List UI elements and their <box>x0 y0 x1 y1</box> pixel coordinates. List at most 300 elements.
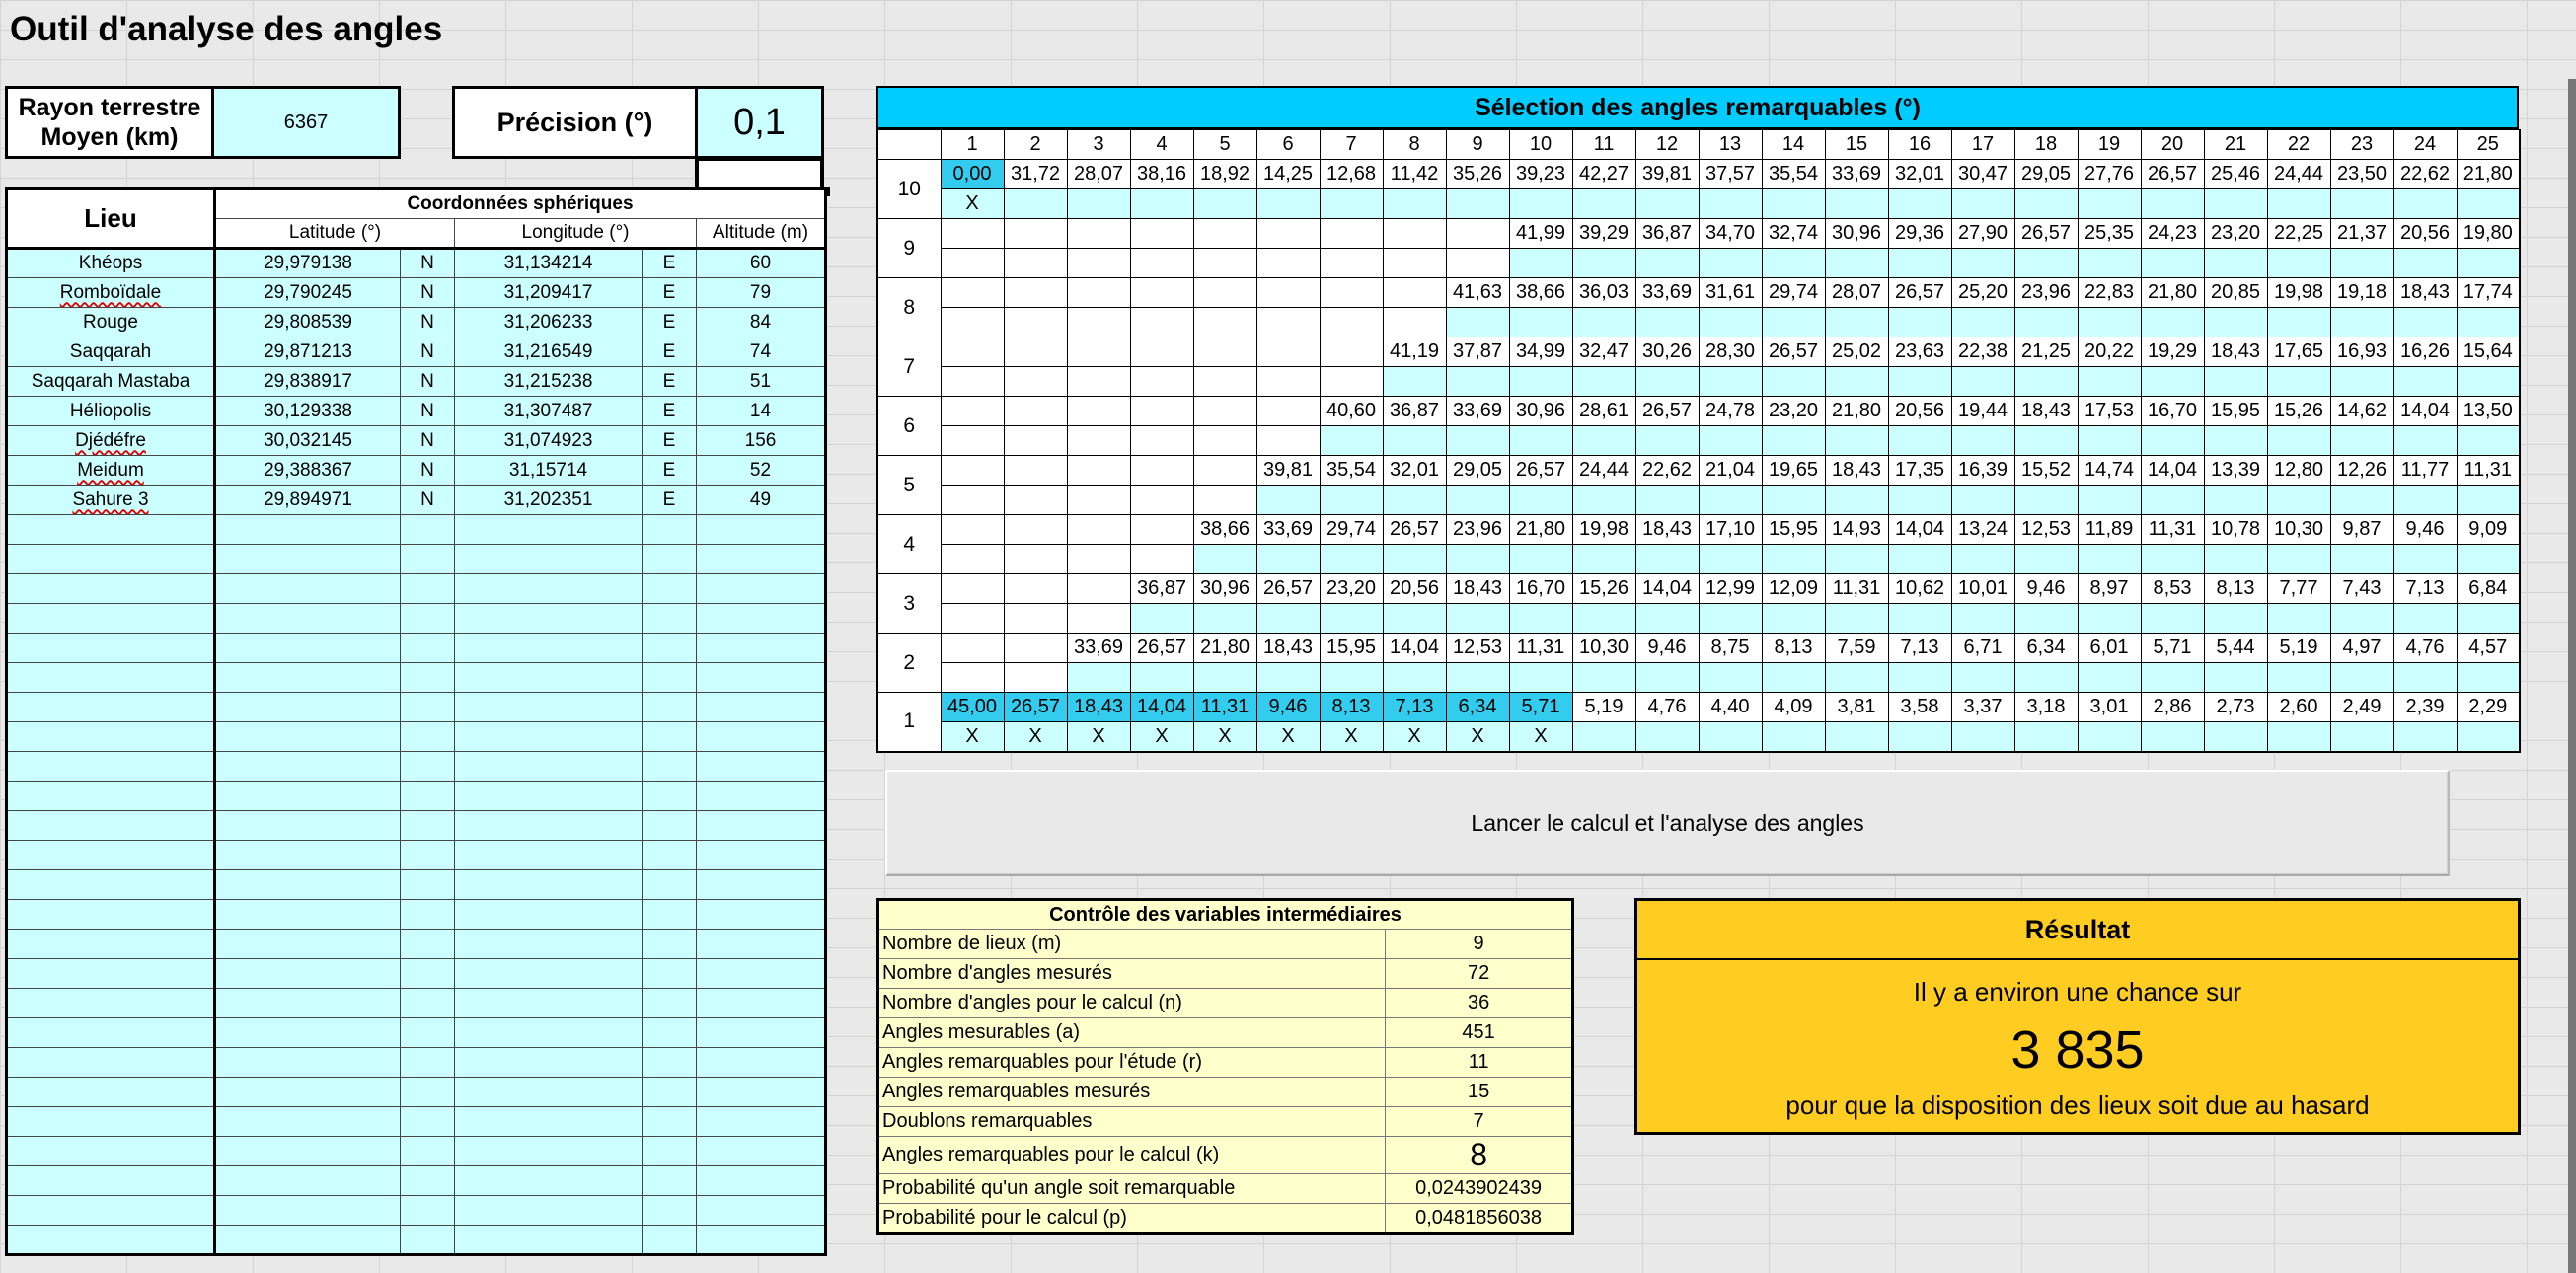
grid-empty-cell[interactable] <box>1004 249 1067 278</box>
grid-empty-cell[interactable] <box>1067 456 1130 486</box>
angle-select-cell[interactable] <box>1635 367 1699 397</box>
grid-empty-cell[interactable] <box>1256 219 1320 249</box>
empty-cell[interactable] <box>643 722 697 752</box>
empty-cell[interactable] <box>401 782 455 811</box>
angle-value-cell[interactable]: 22,25 <box>2267 219 2330 249</box>
angle-select-cell[interactable] <box>1699 426 1762 456</box>
angle-select-cell[interactable] <box>1888 486 1951 515</box>
grid-empty-cell[interactable] <box>1067 219 1130 249</box>
empty-cell[interactable] <box>7 782 215 811</box>
angle-value-cell[interactable]: 14,04 <box>1635 574 1699 604</box>
angle-value-cell[interactable]: 19,98 <box>1572 515 1635 545</box>
angle-select-cell[interactable] <box>2078 722 2141 752</box>
empty-cell[interactable] <box>401 752 455 782</box>
angle-value-cell[interactable]: 18,43 <box>1446 574 1509 604</box>
cell-lieu[interactable] <box>7 426 215 456</box>
empty-cell[interactable] <box>643 1137 697 1166</box>
empty-cell[interactable] <box>697 1166 826 1196</box>
empty-cell[interactable] <box>697 1226 826 1255</box>
cell-ns[interactable]: N <box>401 249 455 278</box>
grid-empty-cell[interactable] <box>1004 367 1067 397</box>
angle-value-cell[interactable]: 9,87 <box>2330 515 2393 545</box>
grid-empty-cell[interactable] <box>1193 219 1256 249</box>
angle-select-cell[interactable] <box>1383 604 1446 634</box>
angle-select-cell[interactable] <box>1256 663 1320 693</box>
angle-value-cell[interactable]: 8,53 <box>2141 574 2204 604</box>
angle-select-cell[interactable] <box>1509 426 1572 456</box>
empty-cell[interactable] <box>697 634 826 663</box>
angle-value-cell[interactable]: 26,57 <box>1130 634 1193 663</box>
empty-cell[interactable] <box>643 1018 697 1048</box>
angle-select-cell[interactable] <box>2457 722 2520 752</box>
empty-cell[interactable] <box>455 752 643 782</box>
empty-cell[interactable] <box>455 693 643 722</box>
angle-value-cell[interactable]: 26,57 <box>1888 278 1951 308</box>
angle-value-cell[interactable]: 18,43 <box>2393 278 2457 308</box>
empty-cell[interactable] <box>455 1226 643 1255</box>
angle-select-cell[interactable] <box>1383 426 1446 456</box>
angle-select-cell[interactable] <box>1509 189 1572 219</box>
grid-empty-cell[interactable] <box>1067 515 1130 545</box>
angle-value-cell[interactable]: 14,04 <box>1130 693 1193 722</box>
cell-alt[interactable]: 74 <box>697 337 826 367</box>
angle-value-cell[interactable]: 35,54 <box>1762 160 1825 189</box>
angle-value-cell[interactable]: 16,26 <box>2393 337 2457 367</box>
angle-value-cell[interactable]: 33,69 <box>1067 634 1130 663</box>
cell-lieu[interactable]: Saqqarah <box>7 337 215 367</box>
empty-cell[interactable] <box>697 782 826 811</box>
grid-empty-cell[interactable] <box>1320 308 1383 337</box>
angle-select-cell[interactable] <box>2014 663 2078 693</box>
angle-value-cell[interactable]: 39,81 <box>1635 160 1699 189</box>
angle-select-cell[interactable] <box>2141 545 2204 574</box>
angle-value-cell[interactable]: 21,80 <box>1825 397 1888 426</box>
empty-cell[interactable] <box>697 663 826 693</box>
angle-select-cell[interactable] <box>1951 604 2014 634</box>
angle-select-cell[interactable] <box>2204 604 2267 634</box>
angle-select-cell[interactable]: X <box>941 722 1004 752</box>
empty-cell[interactable] <box>215 1048 401 1078</box>
empty-cell[interactable] <box>643 841 697 870</box>
angle-value-cell[interactable]: 20,22 <box>2078 337 2141 367</box>
cell-alt[interactable]: 49 <box>697 486 826 515</box>
grid-empty-cell[interactable] <box>941 397 1004 426</box>
angle-value-cell[interactable]: 9,46 <box>2393 515 2457 545</box>
angle-value-cell[interactable]: 34,99 <box>1509 337 1572 367</box>
grid-empty-cell[interactable] <box>1130 337 1193 367</box>
angle-value-cell[interactable]: 15,64 <box>2457 337 2520 367</box>
grid-empty-cell[interactable] <box>1004 456 1067 486</box>
empty-cell[interactable] <box>7 1048 215 1078</box>
angle-value-cell[interactable]: 3,81 <box>1825 693 1888 722</box>
grid-empty-cell[interactable] <box>1004 545 1067 574</box>
angle-value-cell[interactable]: 14,04 <box>2393 397 2457 426</box>
empty-cell[interactable] <box>215 634 401 663</box>
grid-empty-cell[interactable] <box>1067 278 1130 308</box>
angle-value-cell[interactable]: 21,80 <box>1193 634 1256 663</box>
empty-cell[interactable] <box>455 604 643 634</box>
angle-value-cell[interactable]: 8,13 <box>2204 574 2267 604</box>
cell-ew[interactable]: E <box>643 426 697 456</box>
grid-empty-cell[interactable] <box>1193 337 1256 367</box>
empty-cell[interactable] <box>643 1166 697 1196</box>
angle-value-cell[interactable]: 28,07 <box>1825 278 1888 308</box>
angle-value-cell[interactable]: 38,16 <box>1130 160 1193 189</box>
angle-value-cell[interactable]: 5,19 <box>2267 634 2330 663</box>
grid-empty-cell[interactable] <box>1067 545 1130 574</box>
empty-cell[interactable] <box>455 1166 643 1196</box>
angle-select-cell[interactable] <box>1509 308 1572 337</box>
grid-empty-cell[interactable] <box>1067 308 1130 337</box>
angle-select-cell[interactable] <box>1193 663 1256 693</box>
grid-empty-cell[interactable] <box>1193 456 1256 486</box>
angle-select-cell[interactable] <box>1446 308 1509 337</box>
angle-select-cell[interactable] <box>1699 722 1762 752</box>
angle-value-cell[interactable]: 12,53 <box>1446 634 1509 663</box>
empty-cell[interactable] <box>401 1048 455 1078</box>
empty-cell[interactable] <box>643 752 697 782</box>
empty-cell[interactable] <box>643 1048 697 1078</box>
angle-value-cell[interactable]: 8,97 <box>2078 574 2141 604</box>
angle-value-cell[interactable]: 37,57 <box>1699 160 1762 189</box>
angle-select-cell[interactable] <box>1446 663 1509 693</box>
empty-cell[interactable] <box>7 1137 215 1166</box>
angle-select-cell[interactable] <box>1951 308 2014 337</box>
empty-cell[interactable] <box>7 870 215 900</box>
angle-value-cell[interactable]: 6,01 <box>2078 634 2141 663</box>
angle-value-cell[interactable]: 11,31 <box>1193 693 1256 722</box>
angle-select-cell[interactable] <box>1951 189 2014 219</box>
angle-select-cell[interactable] <box>1446 604 1509 634</box>
cell-lon[interactable]: 31,307487 <box>455 397 643 426</box>
angle-value-cell[interactable]: 8,13 <box>1762 634 1825 663</box>
empty-cell[interactable] <box>697 574 826 604</box>
cell-alt[interactable]: 51 <box>697 367 826 397</box>
angle-select-cell[interactable] <box>2014 308 2078 337</box>
empty-cell[interactable] <box>401 811 455 841</box>
angle-value-cell[interactable]: 12,26 <box>2330 456 2393 486</box>
angle-select-cell[interactable] <box>2330 189 2393 219</box>
angle-select-cell[interactable] <box>1383 189 1446 219</box>
cell-ns[interactable]: N <box>401 486 455 515</box>
angle-select-cell[interactable] <box>1699 663 1762 693</box>
angle-select-cell[interactable] <box>2204 426 2267 456</box>
empty-cell[interactable] <box>215 1078 401 1107</box>
empty-cell[interactable] <box>455 1018 643 1048</box>
grid-empty-cell[interactable] <box>1130 219 1193 249</box>
angle-value-cell[interactable]: 20,56 <box>2393 219 2457 249</box>
angle-value-cell[interactable]: 9,46 <box>1635 634 1699 663</box>
cell-ns[interactable]: N <box>401 308 455 337</box>
empty-cell[interactable] <box>643 634 697 663</box>
cell-lat[interactable]: 29,979138 <box>215 249 401 278</box>
angle-select-cell[interactable] <box>2457 663 2520 693</box>
angle-value-cell[interactable]: 14,04 <box>2141 456 2204 486</box>
empty-cell[interactable] <box>215 545 401 574</box>
cell-lat[interactable]: 30,129338 <box>215 397 401 426</box>
angle-value-cell[interactable]: 24,44 <box>2267 160 2330 189</box>
empty-cell[interactable] <box>401 515 455 545</box>
angle-select-cell[interactable] <box>2141 367 2204 397</box>
angle-select-cell[interactable] <box>2457 604 2520 634</box>
angle-value-cell[interactable]: 17,35 <box>1888 456 1951 486</box>
angle-value-cell[interactable]: 22,62 <box>2393 160 2457 189</box>
angle-select-cell[interactable] <box>1825 545 1888 574</box>
grid-empty-cell[interactable] <box>1320 337 1383 367</box>
angle-select-cell[interactable] <box>1256 486 1320 515</box>
angle-select-cell[interactable] <box>1572 367 1635 397</box>
angle-value-cell[interactable]: 5,71 <box>1509 693 1572 722</box>
cell-alt[interactable]: 60 <box>697 249 826 278</box>
angle-value-cell[interactable]: 18,43 <box>1825 456 1888 486</box>
empty-cell[interactable] <box>215 574 401 604</box>
grid-empty-cell[interactable] <box>1004 426 1067 456</box>
empty-cell[interactable] <box>455 930 643 959</box>
empty-cell[interactable] <box>401 634 455 663</box>
empty-cell[interactable] <box>643 663 697 693</box>
angle-value-cell[interactable]: 33,69 <box>1825 160 1888 189</box>
angle-select-cell[interactable] <box>2078 426 2141 456</box>
angle-value-cell[interactable]: 26,57 <box>1509 456 1572 486</box>
grid-empty-cell[interactable] <box>1067 397 1130 426</box>
empty-cell[interactable] <box>697 841 826 870</box>
grid-empty-cell[interactable] <box>941 545 1004 574</box>
grid-empty-cell[interactable] <box>1004 574 1067 604</box>
angle-value-cell[interactable]: 26,57 <box>1004 693 1067 722</box>
angle-value-cell[interactable]: 10,62 <box>1888 574 1951 604</box>
rayon-value[interactable]: 6367 <box>211 86 401 159</box>
empty-cell[interactable] <box>215 870 401 900</box>
angle-value-cell[interactable]: 11,42 <box>1383 160 1446 189</box>
angle-select-cell[interactable] <box>1320 189 1383 219</box>
angle-select-cell[interactable] <box>1825 663 1888 693</box>
empty-cell[interactable] <box>215 811 401 841</box>
empty-cell[interactable] <box>643 574 697 604</box>
angle-select-cell[interactable] <box>1320 486 1383 515</box>
angle-value-cell[interactable]: 12,68 <box>1320 160 1383 189</box>
angle-select-cell[interactable] <box>2204 308 2267 337</box>
angle-value-cell[interactable]: 27,76 <box>2078 160 2141 189</box>
angle-value-cell[interactable]: 23,63 <box>1888 337 1951 367</box>
empty-cell[interactable] <box>215 1166 401 1196</box>
angle-select-cell[interactable] <box>1762 249 1825 278</box>
angle-value-cell[interactable]: 26,57 <box>1635 397 1699 426</box>
angle-value-cell[interactable]: 4,76 <box>2393 634 2457 663</box>
grid-empty-cell[interactable] <box>1130 249 1193 278</box>
angle-value-cell[interactable]: 2,73 <box>2204 693 2267 722</box>
grid-empty-cell[interactable] <box>1067 486 1130 515</box>
angle-select-cell[interactable] <box>2141 486 2204 515</box>
angle-value-cell[interactable]: 30,96 <box>1825 219 1888 249</box>
cell-ew[interactable]: E <box>643 367 697 397</box>
angle-value-cell[interactable]: 15,26 <box>2267 397 2330 426</box>
angle-select-cell[interactable] <box>2078 545 2141 574</box>
angle-select-cell[interactable] <box>1635 486 1699 515</box>
empty-cell[interactable] <box>215 930 401 959</box>
empty-cell[interactable] <box>697 1048 826 1078</box>
empty-cell[interactable] <box>7 693 215 722</box>
angle-value-cell[interactable]: 6,84 <box>2457 574 2520 604</box>
angle-select-cell[interactable] <box>1825 249 1888 278</box>
empty-cell[interactable] <box>455 515 643 545</box>
angle-value-cell[interactable]: 30,96 <box>1509 397 1572 426</box>
empty-cell[interactable] <box>455 959 643 989</box>
empty-cell[interactable] <box>455 782 643 811</box>
cell-alt[interactable]: 156 <box>697 426 826 456</box>
angle-select-cell[interactable] <box>1888 545 1951 574</box>
angle-value-cell[interactable]: 4,57 <box>2457 634 2520 663</box>
empty-cell[interactable] <box>455 811 643 841</box>
angle-value-cell[interactable]: 12,80 <box>2267 456 2330 486</box>
angle-select-cell[interactable] <box>1572 308 1635 337</box>
empty-cell[interactable] <box>7 1107 215 1137</box>
cell-ew[interactable]: E <box>643 278 697 308</box>
angle-value-cell[interactable]: 2,29 <box>2457 693 2520 722</box>
grid-empty-cell[interactable] <box>1320 367 1383 397</box>
angle-select-cell[interactable] <box>2078 486 2141 515</box>
grid-empty-cell[interactable] <box>1130 397 1193 426</box>
angle-value-cell[interactable]: 23,20 <box>2204 219 2267 249</box>
grid-empty-cell[interactable] <box>1446 219 1509 249</box>
empty-cell[interactable] <box>401 663 455 693</box>
angle-value-cell[interactable]: 3,37 <box>1951 693 2014 722</box>
cell-alt[interactable]: 52 <box>697 456 826 486</box>
angle-value-cell[interactable]: 11,31 <box>1825 574 1888 604</box>
grid-empty-cell[interactable] <box>1004 278 1067 308</box>
empty-cell[interactable] <box>697 752 826 782</box>
angle-value-cell[interactable]: 32,01 <box>1383 456 1446 486</box>
empty-cell[interactable] <box>697 959 826 989</box>
angle-value-cell[interactable]: 28,30 <box>1699 337 1762 367</box>
angle-select-cell[interactable] <box>1699 249 1762 278</box>
grid-empty-cell[interactable] <box>1446 249 1509 278</box>
angle-select-cell[interactable] <box>1572 249 1635 278</box>
cell-ew[interactable]: E <box>643 397 697 426</box>
angle-select-cell[interactable] <box>1509 367 1572 397</box>
angle-select-cell[interactable] <box>2393 545 2457 574</box>
angle-select-cell[interactable] <box>1572 545 1635 574</box>
angle-value-cell[interactable]: 18,43 <box>1256 634 1320 663</box>
angle-select-cell[interactable] <box>1383 486 1446 515</box>
angle-value-cell[interactable]: 30,96 <box>1193 574 1256 604</box>
grid-empty-cell[interactable] <box>1256 278 1320 308</box>
angle-value-cell[interactable]: 24,23 <box>2141 219 2204 249</box>
empty-cell[interactable] <box>455 574 643 604</box>
angle-value-cell[interactable]: 15,26 <box>1572 574 1635 604</box>
grid-empty-cell[interactable] <box>941 515 1004 545</box>
cell-lat[interactable]: 29,894971 <box>215 486 401 515</box>
angle-select-cell[interactable] <box>2393 486 2457 515</box>
angle-value-cell[interactable]: 23,50 <box>2330 160 2393 189</box>
angle-select-cell[interactable]: X <box>941 189 1004 219</box>
empty-cell[interactable] <box>215 1107 401 1137</box>
angle-value-cell[interactable]: 29,74 <box>1762 278 1825 308</box>
angle-value-cell[interactable]: 23,96 <box>2014 278 2078 308</box>
angle-select-cell[interactable] <box>1320 604 1383 634</box>
cell-lon[interactable]: 31,215238 <box>455 367 643 397</box>
empty-cell[interactable] <box>697 989 826 1018</box>
angle-select-cell[interactable] <box>2267 367 2330 397</box>
cell-ns[interactable]: N <box>401 278 455 308</box>
angle-value-cell[interactable]: 7,13 <box>2393 574 2457 604</box>
angle-value-cell[interactable]: 21,04 <box>1699 456 1762 486</box>
empty-cell[interactable] <box>7 1226 215 1255</box>
angle-value-cell[interactable]: 39,81 <box>1256 456 1320 486</box>
angle-select-cell[interactable] <box>2393 189 2457 219</box>
angle-select-cell[interactable] <box>2330 545 2393 574</box>
angle-select-cell[interactable] <box>1825 367 1888 397</box>
angle-value-cell[interactable]: 11,77 <box>2393 456 2457 486</box>
grid-empty-cell[interactable] <box>1193 308 1256 337</box>
angle-select-cell[interactable] <box>1256 604 1320 634</box>
empty-cell[interactable] <box>643 604 697 634</box>
angle-select-cell[interactable] <box>2267 249 2330 278</box>
angle-value-cell[interactable]: 42,27 <box>1572 160 1635 189</box>
angle-value-cell[interactable]: 19,98 <box>2267 278 2330 308</box>
angle-value-cell[interactable]: 14,04 <box>1383 634 1446 663</box>
angle-select-cell[interactable] <box>1446 426 1509 456</box>
empty-cell[interactable] <box>697 1137 826 1166</box>
grid-empty-cell[interactable] <box>1004 219 1067 249</box>
empty-cell[interactable] <box>643 959 697 989</box>
angle-select-cell[interactable] <box>1635 663 1699 693</box>
angle-select-cell[interactable] <box>1635 308 1699 337</box>
angle-value-cell[interactable]: 36,87 <box>1383 397 1446 426</box>
angle-select-cell[interactable] <box>1446 367 1509 397</box>
cell-alt[interactable]: 79 <box>697 278 826 308</box>
grid-empty-cell[interactable] <box>1130 278 1193 308</box>
angle-value-cell[interactable]: 2,39 <box>2393 693 2457 722</box>
grid-empty-cell[interactable] <box>1383 219 1446 249</box>
cell-lat[interactable]: 30,032145 <box>215 426 401 456</box>
grid-empty-cell[interactable] <box>1256 249 1320 278</box>
empty-cell[interactable] <box>455 1078 643 1107</box>
grid-empty-cell[interactable] <box>941 219 1004 249</box>
grid-empty-cell[interactable] <box>1383 308 1446 337</box>
angle-value-cell[interactable]: 32,74 <box>1762 219 1825 249</box>
empty-cell[interactable] <box>643 870 697 900</box>
angle-select-cell[interactable] <box>2267 545 2330 574</box>
angle-select-cell[interactable] <box>1446 189 1509 219</box>
angle-select-cell[interactable] <box>1193 545 1256 574</box>
empty-cell[interactable] <box>455 1048 643 1078</box>
angle-select-cell[interactable] <box>2330 249 2393 278</box>
angle-select-cell[interactable] <box>1446 486 1509 515</box>
empty-cell[interactable] <box>697 693 826 722</box>
empty-cell[interactable] <box>697 1078 826 1107</box>
grid-empty-cell[interactable] <box>1130 426 1193 456</box>
angle-select-cell[interactable] <box>1130 189 1193 219</box>
cell-lon[interactable]: 31,15714 <box>455 456 643 486</box>
angle-select-cell[interactable] <box>2267 426 2330 456</box>
angle-select-cell[interactable] <box>1699 367 1762 397</box>
empty-cell[interactable] <box>401 1018 455 1048</box>
angle-select-cell[interactable]: X <box>1004 722 1067 752</box>
angle-value-cell[interactable]: 9,46 <box>1256 693 1320 722</box>
angle-select-cell[interactable] <box>1951 249 2014 278</box>
empty-cell[interactable] <box>215 515 401 545</box>
angle-select-cell[interactable]: X <box>1320 722 1383 752</box>
angle-value-cell[interactable]: 19,44 <box>1951 397 2014 426</box>
cell-lieu[interactable] <box>7 456 215 486</box>
empty-cell[interactable] <box>643 1078 697 1107</box>
angle-value-cell[interactable]: 21,80 <box>2141 278 2204 308</box>
angle-value-cell[interactable]: 39,29 <box>1572 219 1635 249</box>
angle-select-cell[interactable] <box>1635 604 1699 634</box>
precision-value[interactable]: 0,1 <box>695 86 824 159</box>
angle-value-cell[interactable]: 36,03 <box>1572 278 1635 308</box>
empty-cell[interactable] <box>455 989 643 1018</box>
